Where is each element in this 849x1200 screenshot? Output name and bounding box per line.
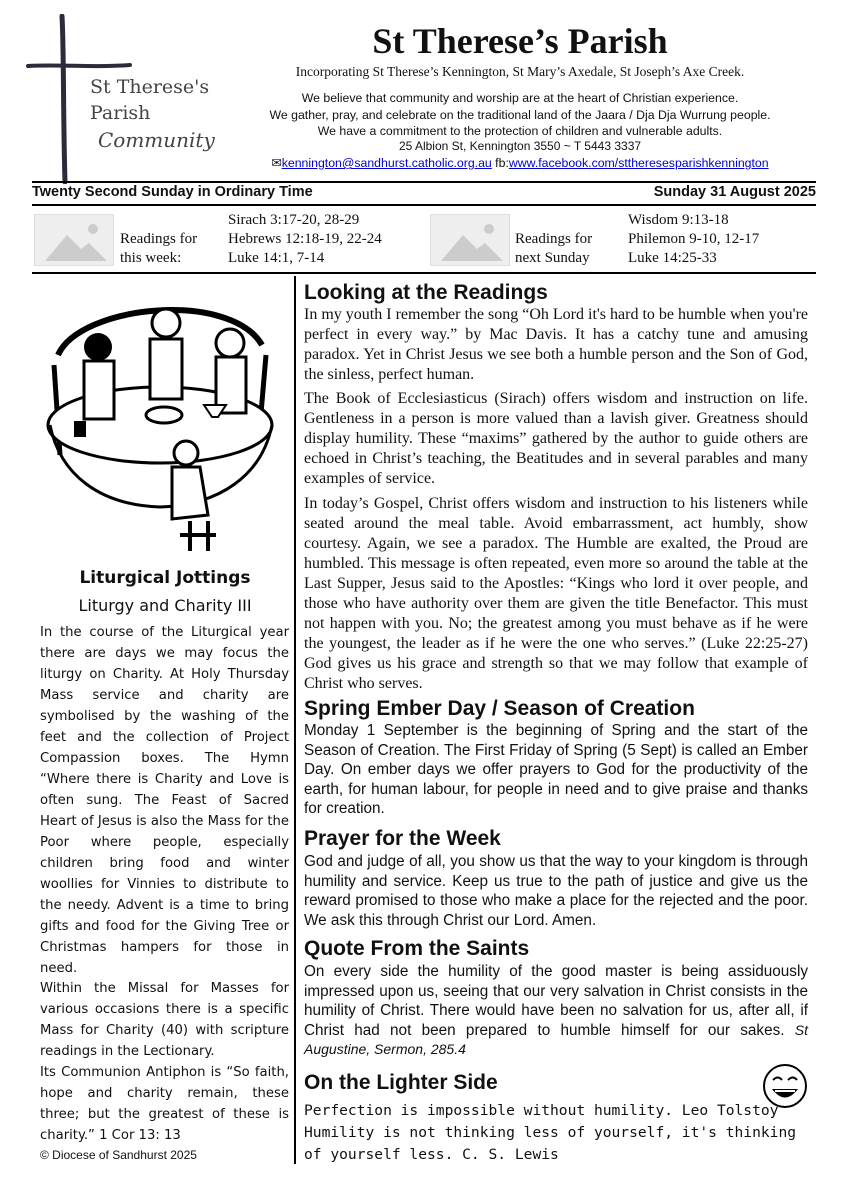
email-icon: ✉ (271, 156, 282, 170)
header-rule-top (32, 181, 816, 183)
prayer-paragraph: God and judge of all, you show us that the way to your kingdom is through humility and service. Keep us true to the path of justice and give us the reward promised to those who make a place for the rejected and the poor. We ask this through Christ our Lord. Amen. (304, 853, 808, 929)
readings-next-label (515, 230, 592, 268)
page-title: St Therese’s Parish (372, 21, 668, 61)
mission-statement (250, 90, 790, 140)
readings-label-line2: this week: (120, 250, 182, 266)
copyright-note: © Diocese of Sandhurst 2025 (40, 1148, 197, 1162)
reading-item: Wisdom 9:13-18 (628, 212, 729, 228)
ember-paragraph: Monday 1 September is the beginning of Spring and the start of the Season of Creation. The First Friday of Spring (5 Sept) is called an Ember Day. On ember days we offer prayers to God for the productivity of the earth, for human labour, for people in need and to give praise and thanks for creation. (304, 722, 808, 817)
mission-line-1: We believe that community and worship are at the heart of Christian experience. (301, 91, 739, 105)
looking-paragraph-1: In my youth I remember the song “Oh Lord it's hard to be humble when you're perfect in every way.” by Mac Davis. It has a catchy tune and amusing paradox. Yet in Christ Jesus we see both a humble person and the Son of God, the sinless, perfect human. (304, 306, 808, 383)
mission-line-3: We have a commitment to the protection of children and vulnerable adults. (317, 124, 723, 138)
logo-text-line3: Community (98, 128, 215, 152)
mission-line-2: We gather, pray, and celebrate on the traditional land of the Jaara / Dja Dja Wurrung people. (269, 107, 771, 122)
image-placeholder-icon (34, 214, 114, 266)
quote-source: St Augustine, Sermon, 285.4 (304, 1021, 809, 1057)
lighter-line-1: Perfection is impossible without humility. Leo Tolstoy (304, 1102, 779, 1119)
readings-this-week-label (120, 230, 197, 268)
looking-paragraph-2: The Book of Ecclesiasticus (Sirach) offers wisdom and instruction on life. Gentleness in a person is more valued than a lavish giver. Greatness should display humility. These “maxims” gathered by the author to guide others are echoed in Christ’s teaching, the Beatitudes and in several parables and many examples of service. (304, 390, 808, 487)
looking-heading: Looking at the Readings (304, 281, 548, 304)
readings-label-line1: Readings for (120, 231, 198, 247)
facebook-link[interactable]: www.facebook.com/sttheresesparishkennington (508, 156, 769, 170)
jottings-title: Liturgical Jottings (79, 568, 251, 588)
sunday-name: Twenty Second Sunday in Ordinary Time (32, 184, 313, 200)
readings-rule (32, 272, 816, 274)
jottings-paragraph-3: Its Communion Antiphon is “So faith, hope and charity remain, these three; but the greatest of these is charity.” 1 Cor 13: 13 (40, 1065, 289, 1143)
meal-table-illustration (40, 285, 280, 557)
jottings-subtitle: Liturgy and Charity III (78, 596, 252, 615)
incorporating-line: Incorporating St Therese’s Kennington, St Mary’s Axedale, St Joseph’s Axe Creek. (295, 64, 745, 79)
jottings-paragraph-1: In the course of the Liturgical year there are days we may focus the liturgy on Charity. At Holy Thursday Mass service and charity are symbolised by the washing of the feet and the collection of Project Compassion boxes. The Hymn “Where there is Charity and Love is often sung. The Feast of Sacred Heart of Jesus is also the Mass for the Poor where people, especially children bring food and winter woollies for Vinnies to distribute to the needy. Advent is a time to bring gifts and food for the Giving Tree or Christmas hampers for those in need. (40, 625, 289, 976)
parish-logo (18, 14, 248, 184)
readings-next-list (628, 211, 759, 268)
sunday-bar (32, 184, 816, 202)
header-rule-mid (32, 204, 816, 206)
quote-text: On every side the humility of the good master is being assiduously impressed upon us, seeing that our very salvation in Christ consists in the humility of Christ. There would have been no salvation for us, after all, if Christ had not been prepared to humble himself for our sakes. (304, 963, 808, 1039)
quote-heading: Quote From the Saints (304, 937, 530, 960)
reading-item: Luke 14:25-33 (628, 250, 717, 266)
lighter-lines (304, 1100, 814, 1166)
image-placeholder-icon (430, 214, 510, 266)
looking-paragraph-3: In today’s Gospel, Christ offers wisdom and instruction to his listeners while seated around the meal table. Avoid embarrassment, act humbly, show courtesy. Again, we see a paradox. The Humble are exalted, the Proud are humbled. This message is often repeated, even more so around the table at the Last Supper, Jesus said to the Apostles: “Kings who lord it over people, and those who have authority over them are given the title Benefactor. This must not happen with you. No; the greatest among you must behave as if he were the youngest, the leader as if he were the one who serves.” (Luke 22:25-27) God gives us his grace and strength so that we may follow that example of Christ who serves. (304, 495, 808, 692)
ember-heading: Spring Ember Day / Season of Creation (304, 697, 695, 720)
lighter-line-2: Humility is not thinking less of yourself, it's thinking of yourself less. C. S. Lewis (304, 1124, 797, 1163)
column-divider (294, 276, 296, 1164)
reading-item: Philemon 9-10, 12-17 (628, 231, 760, 247)
sunday-date: Sunday 31 August 2025 (653, 184, 816, 200)
readings-this-week-list (228, 211, 382, 268)
jottings-paragraph-2: Within the Missal for Masses for various occasions there is a specific Mass for Charity (40) with scripture readings in the Lectionary. (40, 981, 289, 1059)
readings-label-line2: next Sunday (515, 250, 590, 266)
quote-paragraph (304, 962, 808, 1060)
email-link[interactable]: kennington@sandhurst.catholic.org.au (281, 156, 492, 170)
address-line: 25 Albion St, Kennington 3550 ~ T 5443 3337 (398, 139, 642, 153)
last-supper-art-icon (40, 285, 280, 557)
logo-text-line1: St Therese's (90, 76, 210, 98)
lighter-heading: On the Lighter Side (304, 1071, 498, 1094)
reading-item: Hebrews 12:18-19, 22-24 (228, 231, 382, 247)
readings-label-line1: Readings for (515, 231, 593, 247)
contact-line (250, 156, 790, 170)
logo-text-line2: Parish (90, 102, 151, 124)
reading-item: Luke 14:1, 7-14 (228, 250, 325, 266)
cross-icon (18, 14, 248, 184)
fb-prefix: fb: (491, 156, 509, 170)
prayer-heading: Prayer for the Week (304, 827, 501, 850)
reading-item: Sirach 3:17-20, 28-29 (228, 212, 360, 228)
